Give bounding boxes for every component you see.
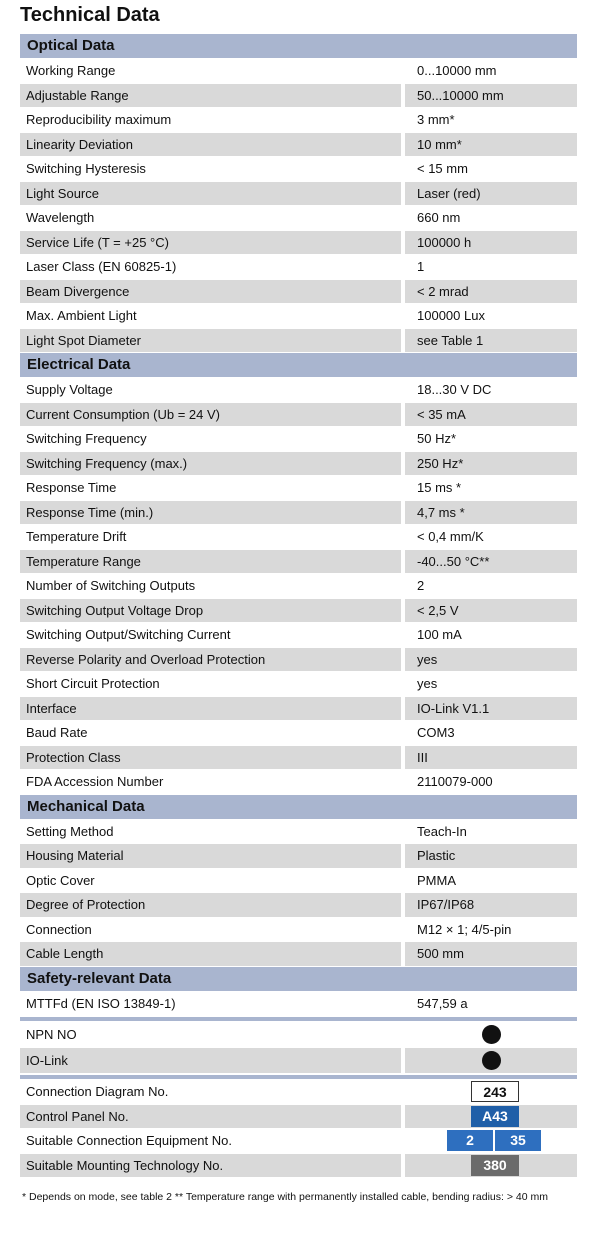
row-label: Short Circuit Protection (20, 672, 401, 696)
row-value: 500 mm (405, 942, 577, 966)
row-value: III (405, 746, 577, 770)
table-row (20, 304, 577, 328)
table-row (20, 231, 577, 255)
row-label: Degree of Protection (20, 893, 401, 917)
table-row (20, 721, 577, 745)
row-label: Response Time (20, 476, 401, 500)
row-label: Laser Class (EN 60825-1) (20, 255, 401, 279)
table-row (20, 770, 577, 794)
row-value: < 0,4 mm/K (405, 525, 577, 549)
table-row (20, 648, 577, 672)
ref-label: Suitable Mounting Technology No. (20, 1154, 401, 1178)
row-value: PMMA (405, 869, 577, 893)
filled-dot-icon (482, 1051, 501, 1070)
table-row (20, 206, 577, 230)
row-value: < 15 mm (405, 157, 577, 181)
connection-diagram-badge: 243 (471, 1081, 519, 1102)
row-label: Switching Output Voltage Drop (20, 599, 401, 623)
section-header: Electrical Data (20, 353, 577, 377)
row-label: Light Spot Diameter (20, 329, 401, 353)
table-row (20, 942, 577, 966)
row-label: Working Range (20, 59, 401, 83)
table-row (20, 501, 577, 525)
row-label: Optic Cover (20, 869, 401, 893)
row-value: yes (405, 672, 577, 696)
table-row (20, 133, 577, 157)
output-label: IO-Link (20, 1048, 401, 1073)
row-label: Protection Class (20, 746, 401, 770)
filled-dot-icon (482, 1025, 501, 1044)
row-label: Supply Voltage (20, 378, 401, 402)
table-row (20, 329, 577, 353)
table-row (20, 844, 577, 868)
row-value: 100 mA (405, 623, 577, 647)
row-value: Laser (red) (405, 182, 577, 206)
table-row (20, 403, 577, 427)
row-label: Interface (20, 697, 401, 721)
row-value: < 2,5 V (405, 599, 577, 623)
control-panel-badge: A43 (471, 1106, 519, 1127)
row-value: IP67/IP68 (405, 893, 577, 917)
row-value: 18...30 V DC (405, 378, 577, 402)
row-label: Temperature Range (20, 550, 401, 574)
row-label: Linearity Deviation (20, 133, 401, 157)
row-label: Connection (20, 918, 401, 942)
output-row-npn (20, 1022, 577, 1047)
table-row (20, 59, 577, 83)
table-row (20, 918, 577, 942)
page-title: Technical Data (20, 4, 160, 26)
row-value: see Table 1 (405, 329, 577, 353)
table-row (20, 280, 577, 304)
mounting-badge: 380 (471, 1155, 519, 1176)
row-value: 250 Hz* (405, 452, 577, 476)
row-value: 50...10000 mm (405, 84, 577, 108)
row-value: -40...50 °C** (405, 550, 577, 574)
row-value: 100000 Lux (405, 304, 577, 328)
row-value: COM3 (405, 721, 577, 745)
row-label: Max. Ambient Light (20, 304, 401, 328)
table-row (20, 820, 577, 844)
row-label: Switching Frequency (20, 427, 401, 451)
row-value: < 2 mrad (405, 280, 577, 304)
ref-row-mounting (20, 1154, 577, 1178)
ref-label: Control Panel No. (20, 1105, 401, 1129)
row-label: Adjustable Range (20, 84, 401, 108)
row-label: Beam Divergence (20, 280, 401, 304)
table-row (20, 992, 577, 1016)
table-row (20, 378, 577, 402)
table-row (20, 157, 577, 181)
row-label: Cable Length (20, 942, 401, 966)
table-row (20, 108, 577, 132)
row-label: Temperature Drift (20, 525, 401, 549)
row-value: IO-Link V1.1 (405, 697, 577, 721)
row-label: Reverse Polarity and Overload Protection (20, 648, 401, 672)
row-value: 660 nm (405, 206, 577, 230)
row-value: 0...10000 mm (405, 59, 577, 83)
ref-row-connection-equipment (20, 1129, 577, 1153)
table-row (20, 427, 577, 451)
table-row (20, 672, 577, 696)
section-header: Optical Data (20, 34, 577, 58)
section-header: Safety-relevant Data (20, 967, 577, 991)
row-value: 10 mm* (405, 133, 577, 157)
row-label: Switching Hysteresis (20, 157, 401, 181)
ref-label: Connection Diagram No. (26, 1084, 169, 1099)
row-label: Light Source (20, 182, 401, 206)
row-label: Baud Rate (20, 721, 401, 745)
sections (20, 34, 577, 1015)
row-value: Plastic (405, 844, 577, 868)
row-value: < 35 mA (405, 403, 577, 427)
row-label: Setting Method (20, 820, 401, 844)
references-divider (20, 1075, 577, 1079)
row-value: 100000 h (405, 231, 577, 255)
row-value: 2 (405, 574, 577, 598)
table-row (20, 697, 577, 721)
section-header: Mechanical Data (20, 795, 577, 819)
table-row (20, 525, 577, 549)
table-row (20, 84, 577, 108)
output-label: NPN NO (26, 1027, 77, 1042)
table-row (20, 574, 577, 598)
technical-data-table (20, 34, 577, 1178)
table-row (20, 599, 577, 623)
ref-label: Suitable Connection Equipment No. (26, 1133, 232, 1148)
table-row (20, 255, 577, 279)
row-label: Service Life (T = +25 °C) (20, 231, 401, 255)
table-row (20, 746, 577, 770)
row-label: Response Time (min.) (20, 501, 401, 525)
row-value: 4,7 ms * (405, 501, 577, 525)
row-label: Switching Output/Switching Current (20, 623, 401, 647)
row-label: FDA Accession Number (20, 770, 401, 794)
row-value: 3 mm* (405, 108, 577, 132)
row-value: Teach-In (405, 820, 577, 844)
connection-equipment-badge-1: 2 (447, 1130, 493, 1151)
output-row-iolink (20, 1048, 577, 1073)
row-value: 2110079-000 (405, 770, 577, 794)
row-value: M12 × 1; 4/5-pin (405, 918, 577, 942)
row-label: Wavelength (20, 206, 401, 230)
table-row (20, 182, 577, 206)
row-value: 547,59 a (405, 992, 577, 1016)
row-value: yes (405, 648, 577, 672)
outputs-divider (20, 1017, 577, 1021)
row-label: Number of Switching Outputs (20, 574, 401, 598)
table-row (20, 869, 577, 893)
table-row (20, 623, 577, 647)
footnote: * Depends on mode, see table 2 ** Temperature range with permanently installed cable, bending radius: > 40 mm (22, 1191, 548, 1203)
row-label: Current Consumption (Ub = 24 V) (20, 403, 401, 427)
table-row (20, 550, 577, 574)
row-label: MTTFd (EN ISO 13849-1) (20, 992, 401, 1016)
row-label: Housing Material (20, 844, 401, 868)
table-row (20, 476, 577, 500)
row-label: Reproducibility maximum (20, 108, 401, 132)
row-label: Switching Frequency (max.) (20, 452, 401, 476)
row-value: 15 ms * (405, 476, 577, 500)
table-row (20, 893, 577, 917)
row-value: 1 (405, 255, 577, 279)
ref-row-connection-diagram (20, 1080, 577, 1104)
row-value: 50 Hz* (405, 427, 577, 451)
table-row (20, 452, 577, 476)
connection-equipment-badge-2: 35 (495, 1130, 541, 1151)
ref-row-control-panel (20, 1105, 577, 1129)
